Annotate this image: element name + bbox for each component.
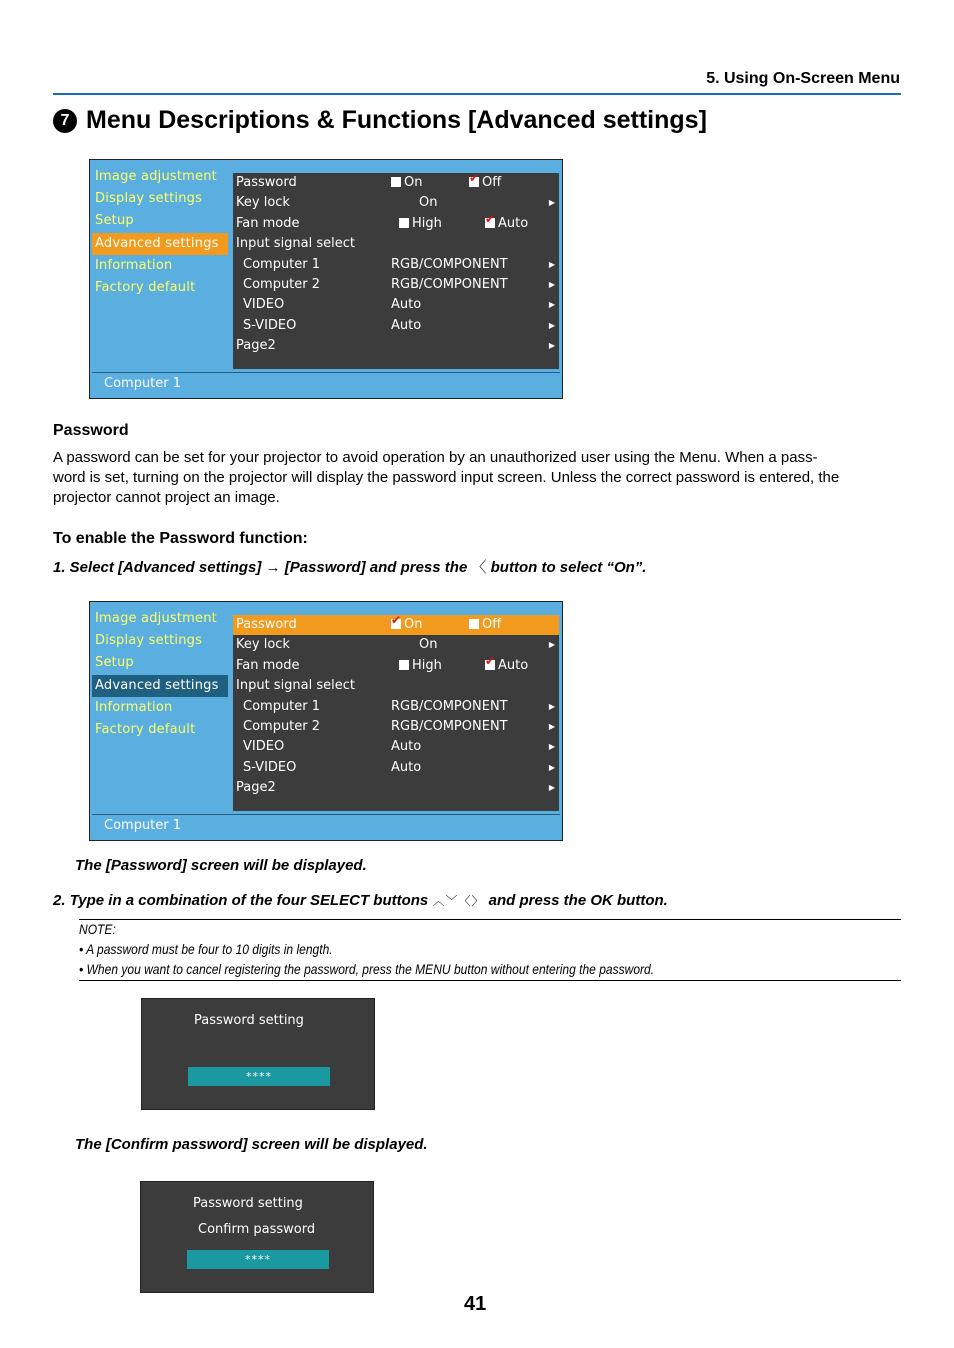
select-buttons-icon: ︿﹀〈〉 xyxy=(432,894,485,908)
password-off-option[interactable]: Off xyxy=(469,615,501,635)
osd-row-svideo[interactable]: S-VIDEO Auto ▶ xyxy=(233,758,559,778)
osd-row-page2[interactable]: Page2 ▶ xyxy=(233,778,559,798)
password-off-option[interactable]: ✔ Off xyxy=(469,173,501,193)
osd-row-input-signal: Input signal select xyxy=(236,678,356,694)
checkbox-icon xyxy=(399,218,409,228)
osd-item-display-settings[interactable]: Display settings xyxy=(95,191,203,207)
osd-item-factory-default[interactable]: Factory default xyxy=(95,721,196,737)
osd-item-information[interactable]: Information xyxy=(95,257,173,273)
step-1: 1. Select [Advanced settings] → [Password] and press the 〈 button to select “On”. xyxy=(53,559,647,576)
arrow-right-icon: ▶ xyxy=(548,762,555,772)
osd-item-display-settings[interactable]: Display settings xyxy=(95,633,203,649)
arrow-right-icon: ▶ xyxy=(548,341,555,351)
osd-row-computer1[interactable]: Computer 1 RGB/COMPONENT ▶ xyxy=(233,255,559,275)
result-1: The [Password] screen will be displayed. xyxy=(75,857,367,874)
osd-item-advanced-settings[interactable]: Advanced settings xyxy=(92,233,228,255)
osd-row-fanmode[interactable]: Fan mode High ✔ Auto xyxy=(233,656,559,676)
osd-item-advanced-settings[interactable]: Advanced settings xyxy=(92,675,228,697)
checkbox-checked-icon xyxy=(485,218,495,228)
checkbox-icon xyxy=(469,619,479,629)
osd-row-input-signal: Input signal select xyxy=(236,236,356,252)
arrow-right-icon: ▶ xyxy=(548,198,555,208)
password-on-option[interactable]: ✔ On xyxy=(391,615,422,635)
arrow-right-icon: ▶ xyxy=(548,300,555,310)
header-rule xyxy=(53,93,901,95)
osd-settings-panel xyxy=(233,615,559,811)
section-header: 5. Using On-Screen Menu xyxy=(706,70,900,87)
arrow-right-icon: ▶ xyxy=(548,640,555,650)
section-heading-password: Password xyxy=(53,422,129,439)
osd-menu-advanced-settings xyxy=(89,159,563,399)
note-rule-bottom xyxy=(79,980,901,981)
osd-menu-left-list xyxy=(92,608,228,741)
password-description: A password can be set for your projector to avoid operation by an unauthorized user using the Menu. When a pass- word is set, turning on the projector will display the password input screen. Unless the correct password is entered, the projector cannot project an image. xyxy=(53,449,840,506)
pw-screen-title: Password setting xyxy=(193,1196,303,1211)
fan-high-option[interactable]: High xyxy=(399,214,442,234)
select-left-button-icon: 〈 xyxy=(471,559,487,576)
password-setting-screen xyxy=(141,998,375,1110)
password-input-field[interactable]: **** xyxy=(188,1067,330,1086)
fan-high-option[interactable]: High xyxy=(399,656,442,676)
confirm-password-screen xyxy=(140,1181,374,1293)
step-2: 2. Type in a combination of the four SELECT buttons ︿﹀〈〉 and press the OK button. xyxy=(53,892,668,909)
result-2: The [Confirm password] screen will be displayed. xyxy=(75,1136,428,1153)
confirm-password-input-field[interactable]: **** xyxy=(187,1250,329,1269)
fan-auto-option[interactable]: ✔ Auto xyxy=(485,656,528,676)
checkbox-icon xyxy=(391,177,401,187)
arrow-right-icon: ▶ xyxy=(548,279,555,289)
arrow-right-icon: ▶ xyxy=(548,783,555,793)
osd-row-computer2[interactable]: Computer 2 RGB/COMPONENT ▶ xyxy=(233,275,559,295)
checkbox-checked-icon xyxy=(485,660,495,670)
osd-item-factory-default[interactable]: Factory default xyxy=(95,279,196,295)
osd-row-keylock[interactable]: Key lock On ▶ xyxy=(233,193,559,213)
note-line-1: • A password must be four to 10 digits in length. xyxy=(79,941,333,957)
osd-row-password[interactable]: Password ✔ On Off xyxy=(233,615,559,635)
osd-row-svideo[interactable]: S-VIDEO Auto ▶ xyxy=(233,316,559,336)
section-number-badge: 7 xyxy=(53,109,77,133)
osd-status-bar: Computer 1 xyxy=(92,372,560,396)
osd-status-bar: Computer 1 xyxy=(92,814,560,838)
pw-screen-subtitle: Confirm password xyxy=(198,1222,316,1237)
arrow-right-icon: ▶ xyxy=(548,721,555,731)
osd-row-computer2[interactable]: Computer 2 RGB/COMPONENT ▶ xyxy=(233,717,559,737)
pw-screen-title: Password setting xyxy=(194,1013,304,1028)
page-title xyxy=(53,106,707,135)
note-rule-top xyxy=(79,919,901,920)
arrow-right-icon: ▶ xyxy=(548,320,555,330)
osd-item-setup[interactable]: Setup xyxy=(95,655,134,671)
note-line-2: • When you want to cancel registering the password, press the MENU button without entering the password. xyxy=(79,961,655,977)
osd-item-image-adjustment[interactable]: Image adjustment xyxy=(95,611,217,626)
osd-row-password[interactable]: Password On ✔ Off xyxy=(233,173,559,193)
page-number: 41 xyxy=(464,1293,487,1315)
osd-row-keylock[interactable]: Key lock On ▶ xyxy=(233,635,559,655)
fan-auto-option[interactable]: ✔ Auto xyxy=(485,214,528,234)
osd-row-video[interactable]: VIDEO Auto ▶ xyxy=(233,295,559,315)
osd-row-computer1[interactable]: Computer 1 RGB/COMPONENT ▶ xyxy=(233,697,559,717)
checkbox-checked-icon xyxy=(391,619,401,629)
checkbox-icon xyxy=(399,660,409,670)
osd-settings-panel xyxy=(233,173,559,369)
arrow-right-icon: ▶ xyxy=(548,701,555,711)
osd-item-image-adjustment[interactable]: Image adjustment xyxy=(95,169,217,184)
checkbox-checked-icon xyxy=(469,177,479,187)
page-title-text: Menu Descriptions & Functions [Advanced settings] xyxy=(86,106,707,134)
osd-item-information[interactable]: Information xyxy=(95,699,173,715)
sub-heading-enable: To enable the Password function: xyxy=(53,530,308,547)
osd-item-setup[interactable]: Setup xyxy=(95,213,134,229)
osd-menu-left-list xyxy=(92,166,228,299)
osd-row-page2[interactable]: Page2 ▶ xyxy=(233,336,559,356)
osd-menu-password-selected xyxy=(89,601,563,841)
arrow-right-icon: ▶ xyxy=(548,259,555,269)
password-on-option[interactable]: On xyxy=(391,173,422,193)
osd-row-video[interactable]: VIDEO Auto ▶ xyxy=(233,737,559,757)
note-label: NOTE: xyxy=(79,921,116,937)
arrow-right-icon: ▶ xyxy=(548,742,555,752)
osd-row-fanmode[interactable]: Fan mode High ✔ Auto xyxy=(233,214,559,234)
